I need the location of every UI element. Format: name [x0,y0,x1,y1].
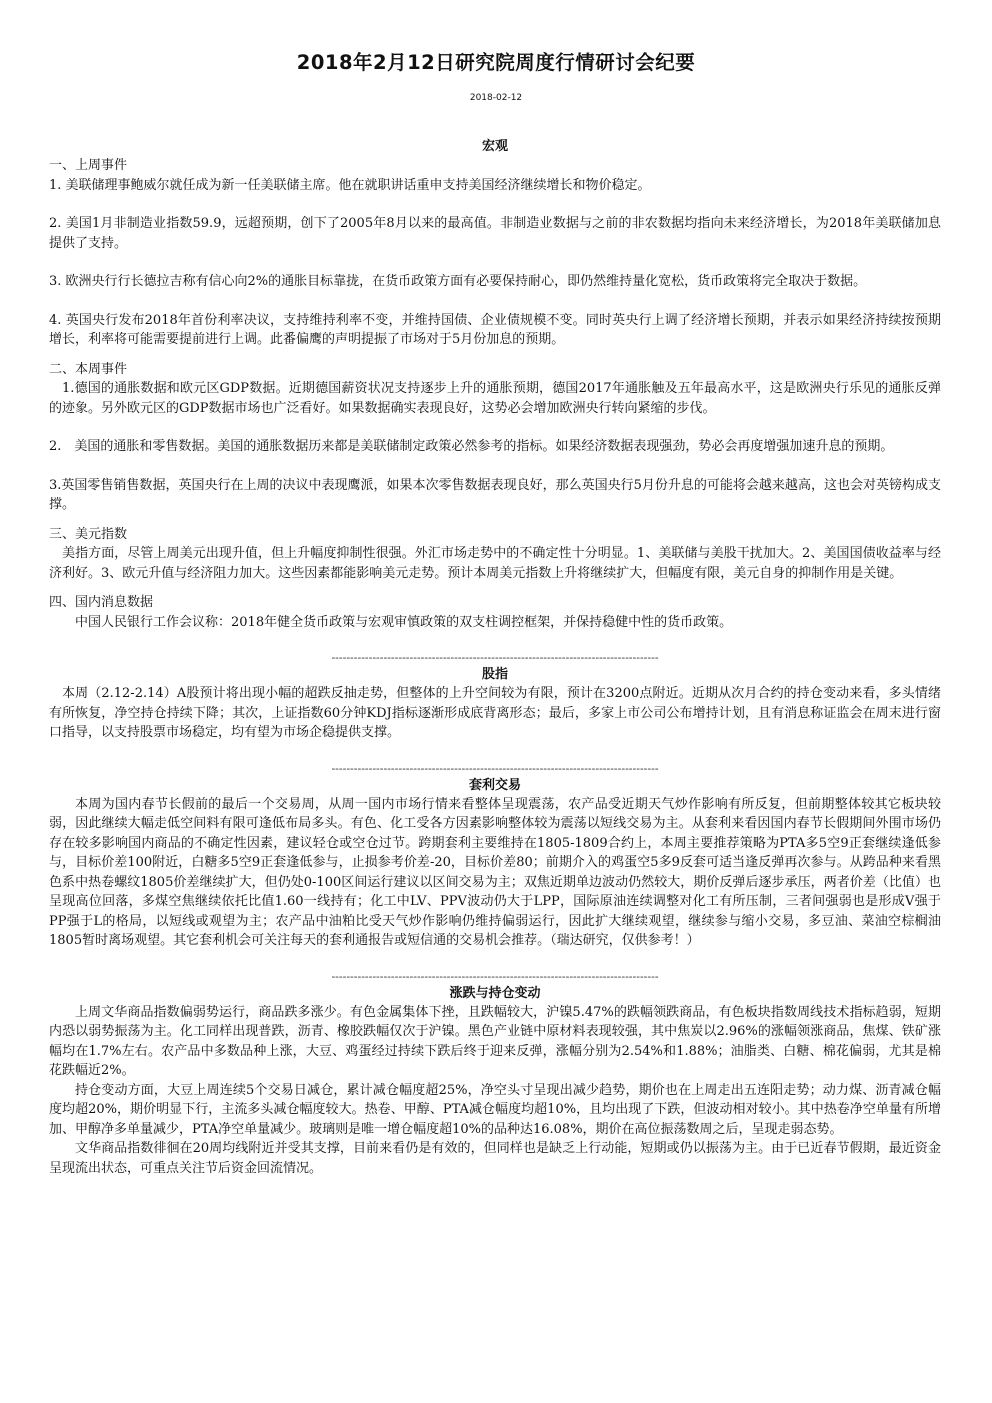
paragraph: 2. 美国1月非制造业指数59.9，远超预期，创下了2005年8月以来的最高值。非制造业数据与之前的非农数据均指向未来经济增长，为2018年美联储加息提供了支持。 [49,216,941,251]
section-heading-stock: 股指 [481,667,508,682]
paragraph: 2. 美国的通胀和零售数据。美国的通胀数据历来都是美联储制定政策必然参考的指标。如果经济数据表现强劲，势必会再度增强加速升息的预期。 [49,439,894,454]
paragraph: 中国人民银行工作会议称：2018年健全货币政策与宏观审慎政策的双支柱调控框架，并保持稳健中性的货币政策。 [75,614,733,630]
section-divider: ---------------------------------------------------------------------------------------- [331,969,659,983]
paragraph: 上周文华商品指数偏弱势运行，商品跌多涨少。有色金属集体下挫，且跌幅较大，沪镍5.47%的跌幅领跌商品，有色板块指数周线技术指标趋弱，短期内恐以弱势振荡为主。化工同样出现普跌，沥青、橡胶跌幅仅次于沪镍。黑色产业链中原材料表现较强，其中焦炭以2.96%的涨幅领涨商品，焦煤、铁矿涨幅均在1.7%左右。农产品中多数品种上涨，大豆、鸡蛋经过持续下跌后终于迎来反弹，涨幅分别为2.54%和1.88%；油脂类、白糖、棉花偏弱，尤其是棉花跌幅近2%。 [49,1004,941,1078]
subsection-title: 三、美元指数 [49,526,128,542]
page-title: 2018年2月12日研究院周度行情研讨会纪要 [296,51,696,74]
paragraph: 本周（2.12-2.14）A股预计将出现小幅的超跌反抽走势，但整体的上升空间较为有限，预计在3200点附近。近期从次月合约的持仓变动来看，多头情绪有所恢复，净空持仓持续下降；其次，上证指数60分钟KDJ指标逐渐形成底背离形态；最后，多家上市公司公布增持计划，且有消息称证监会在周末进行窗口指导，以支持股票市场稳定，均有望为市场企稳提供支撑。 [49,686,941,740]
subsection-title: 四、国内消息数据 [49,595,154,610]
section-divider: ---------------------------------------------------------------------------------------- [331,761,659,775]
subsection-title: 二、本周事件 [49,361,128,377]
paragraph: 文华商品指数徘徊在20周均线附近并受其支撑，目前来看仍是有效的，但同样也是缺乏上行动能，短期或仍以振荡为主。由于已近春节假期，最近资金呈现流出状态，可重点关注节后资金回流情况。 [49,1141,941,1176]
section-divider: ---------------------------------------------------------------------------------------- [331,651,659,664]
section-heading-price-position: 涨跌与持仓变动 [449,985,541,1001]
paragraph: 3.英国零售销售数据，英国央行在上周的决议中表现鹰派，如果本次零售数据表现良好，那么英国央行5月份升息的可能将会越来越高，这也会对英镑构成支撑。 [49,477,941,512]
paragraph: 持仓变动方面，大豆上周连续5个交易日减仓，累计减仓幅度超25%，净空头寸呈现出减少趋势，期价也在上周走出五连阳走势；动力煤、沥青减仓幅度均超20%，期价明显下行，主流多头减仓幅度较大。热卷、甲醇、PTA减仓幅度均超10%，且均出现了下跌，但波动相对较小。其中热卷净空单量有所增加、甲醇净多单量减少，PTA净空单量减少。玻璃则是唯一增仓幅度超10%的品种达16.08%，期价在高位振荡数周之后，呈现走弱态势。 [49,1082,941,1137]
paragraph: 美指方面，尽管上周美元出现升值，但上升幅度抑制性很强。外汇市场走势中的不确定性十分明显。1、美联储与美股干扰加大。2、美国国债收益率与经济利好。3、欧元升值与经济阻力加大。这些因素都能影响美元走势。预计本周美元指数上升将继续扩大，但幅度有限，美元自身的抑制作用是关键。 [49,546,941,581]
section-heading-macro: 宏观 [481,139,508,154]
paragraph: 3. 欧洲央行行长德拉吉称有信心向2%的通胀目标靠拢，在货币政策方面有必要保持耐心，即仍然维持量化宽松，货币政策将完全取决于数据。 [49,274,867,289]
paragraph: 1. 美联储理事鲍威尔就任成为新一任美联储主席。他在就职讲话重申支持美国经济继续增长和物价稳定。 [49,177,651,193]
paragraph: 4. 英国央行发布2018年首份利率决议，支持维持利率不变，并维持国债、企业债规模不变。同时英央行上调了经济增长预期，并表示如果经济持续按预期增长，利率将可能需要提前进行上调。此番偏鹰的声明提振了市场对于5月份加息的预期。 [49,312,941,347]
section-heading-arbitrage: 套利交易 [468,777,521,793]
page-date: 2018-02-12 [469,93,523,103]
paragraph: 1.德国的通胀数据和欧元区GDP数据。近期德国薪资状况支持逐步上升的通胀预期，德国2017年通胀触及五年最高水平，这是欧洲央行乐见的通胀反弹的迹象。另外欧元区的GDP数据市场也广泛看好。如果数据确实表现良好，这势必会增加欧洲央行转向紧缩的步伐。 [49,381,941,416]
document-body [49,137,941,1178]
paragraph: 本周为国内春节长假前的最后一个交易周，从周一国内市场行情来看整体呈现震荡，农产品受近期天气炒作影响有所反复，但前期整体较其它板块较弱，因此继续大幅走低空间料有限可逢低布局多头。有色、化工受各方因素影响整体较为震荡以短线交易为主。从套利来看因国内春节长假期间外围市场仍存在较多影响国内商品的不确定性因素，建议轻仓或空仓过节。跨期套利主要维持在1805-1809合约上，本周主要推荐策略为PTA多5空9正套继续逢低参与，目标价差100附近，白糖多5空9正套逢低参与，止损参考价差-20，目标价差80；前期介入的鸡蛋空5多9反套可适当逢反弹再次参与。从跨品种来看黑色系中热卷螺纹1805价差继续扩大，但仍处0-100区间运行建议以区间交易为主；双焦近期单边波动仍然较大，期价反弹后逐步承压，两者价差（比值）也呈现高位回落，多煤空焦继续依托比值1.60一线持有；化工中LV、PPV波动仍大于LPP，国际原油连续调整对化工有所压制，三者间强弱也是形成V强于PP强于L的格局，以短线或观望为主；农产品中油粕比受天气炒作影响仍维持偏弱运行，因此扩大继续观望，继续参与缩小交易，多豆油、菜油空棕榈油1805暂时离场观望。其它套利机会可关注每天的套利通报告或短信通的交易机会推荐。（瑞达研究，仅供参考！） [49,796,941,948]
subsection-title: 一、上周事件 [49,158,128,173]
